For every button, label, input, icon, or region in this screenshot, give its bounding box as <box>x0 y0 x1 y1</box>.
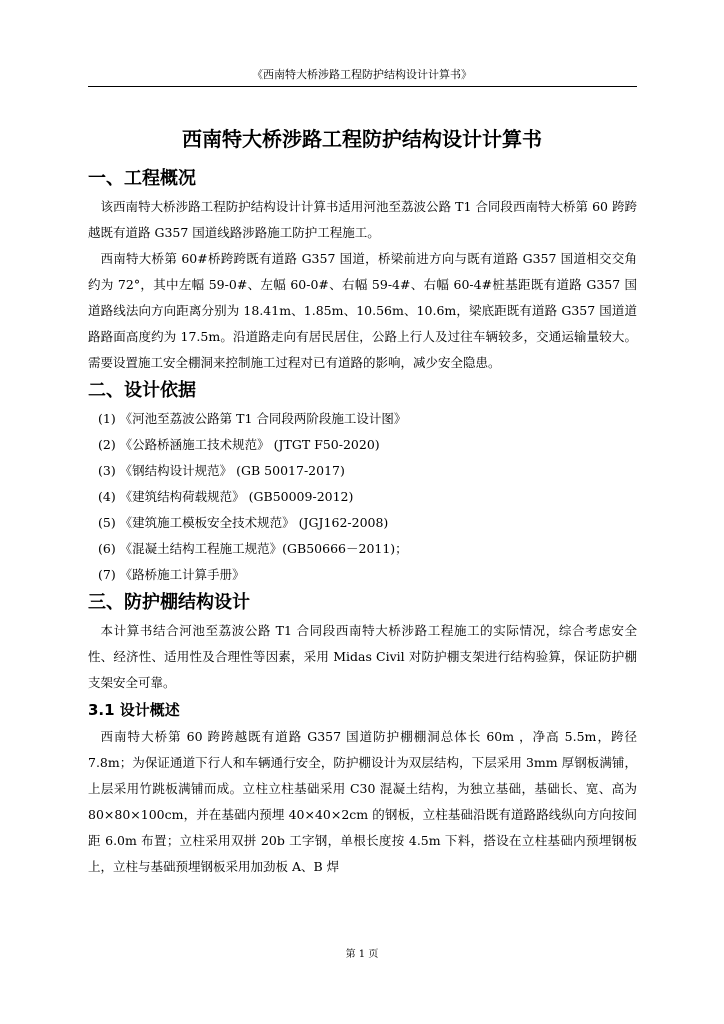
subsection-heading-design-overview: 3.1 设计概述 <box>88 701 180 719</box>
reference-item: (5) 《建筑施工模板安全技术规范》 (JGJ162-2008) <box>98 515 389 530</box>
reference-item: (7) 《路桥施工计算手册》 <box>98 567 245 582</box>
reference-item: (6) 《混凝土结构工程施工规范》(GB50666－2011)； <box>98 541 408 556</box>
section-heading-shed-design: 三、防护棚结构设计 <box>88 592 250 613</box>
reference-list <box>88 406 637 588</box>
reference-item: (3) 《钢结构设计规范》 (GB 50017-2017) <box>98 463 345 478</box>
reference-item: (2) 《公路桥涵施工技术规范》 (JTGT F50-2020) <box>98 437 380 452</box>
document-body <box>88 164 637 880</box>
reference-item: (4) 《建筑结构荷载规范》 (GB50009-2012) <box>98 489 354 504</box>
overview-paragraph-2: 西南特大桥第 60#桥跨跨既有道路 G357 国道，桥梁前进方向与既有道路 G357 国道相交交角约为 72°，其中左幅 59-0#、左幅 60-0#、右幅 59-4#、右幅 60-4#桩基距既有道路 G357 国道路线法向方向距离分别为 18.41m、1.85m、10.56m、10.6m，梁底距既有道路 G357 国道道路路面高度约为 17.5m。沿道路走向有居民居住，公路上行人及过往车辆较多，交通运输量较大。需要设置施工安全棚洞来控制施工过程对已有道路的影响，减少安全隐患。 <box>88 251 637 370</box>
header-divider <box>88 86 637 87</box>
shed-design-paragraph: 本计算书结合河池至荔波公路 T1 合同段西南特大桥涉路工程施工的实际情况，综合考虑安全性、经济性、适用性及合理性等因素，采用 Midas Civil 对防护棚支架进行结构验算，保证防护棚支架安全可靠。 <box>88 623 637 690</box>
running-header: 《西南特大桥涉路工程防护结构设计计算书》 <box>252 68 472 81</box>
section-heading-overview: 一、工程概况 <box>88 168 196 189</box>
section-heading-design-basis: 二、设计依据 <box>88 380 196 401</box>
overview-paragraph-1: 该西南特大桥涉路工程防护结构设计计算书适用河池至荔波公路 T1 合同段西南特大桥第 60 跨跨越既有道路 G357 国道线路涉路施工防护工程施工。 <box>88 199 637 240</box>
document-title: 西南特大桥涉路工程防护结构设计计算书 <box>182 127 542 151</box>
reference-item: (1) 《河池至荔波公路第 T1 合同段两阶段施工设计图》 <box>98 411 407 426</box>
design-overview-paragraph: 西南特大桥第 60 跨跨越既有道路 G357 国道防护棚棚洞总体长 60m ，净高 5.5m，跨径 7.8m；为保证通道下行人和车辆通行安全，防护棚设计为双层结构，下层采用 3mm 厚钢板满铺，上层采用竹跳板满铺而成。立柱立柱基础采用 C30 混凝土结构，为独立基础，基础长、宽、高为 80×80×100cm，并在基础内预埋 40×40×2cm 的钢板，立柱基础沿既有道路路线纵向方向按间距 6.0m 布置；立柱采用双拼 20b 工字钢，单根长度按 4.5m 下料，搭设在立柱基础内预埋钢板上，立柱与基础预埋钢板采用加劲板 A、B 焊 <box>88 729 637 874</box>
page-number: 第 1 页 <box>345 949 379 960</box>
